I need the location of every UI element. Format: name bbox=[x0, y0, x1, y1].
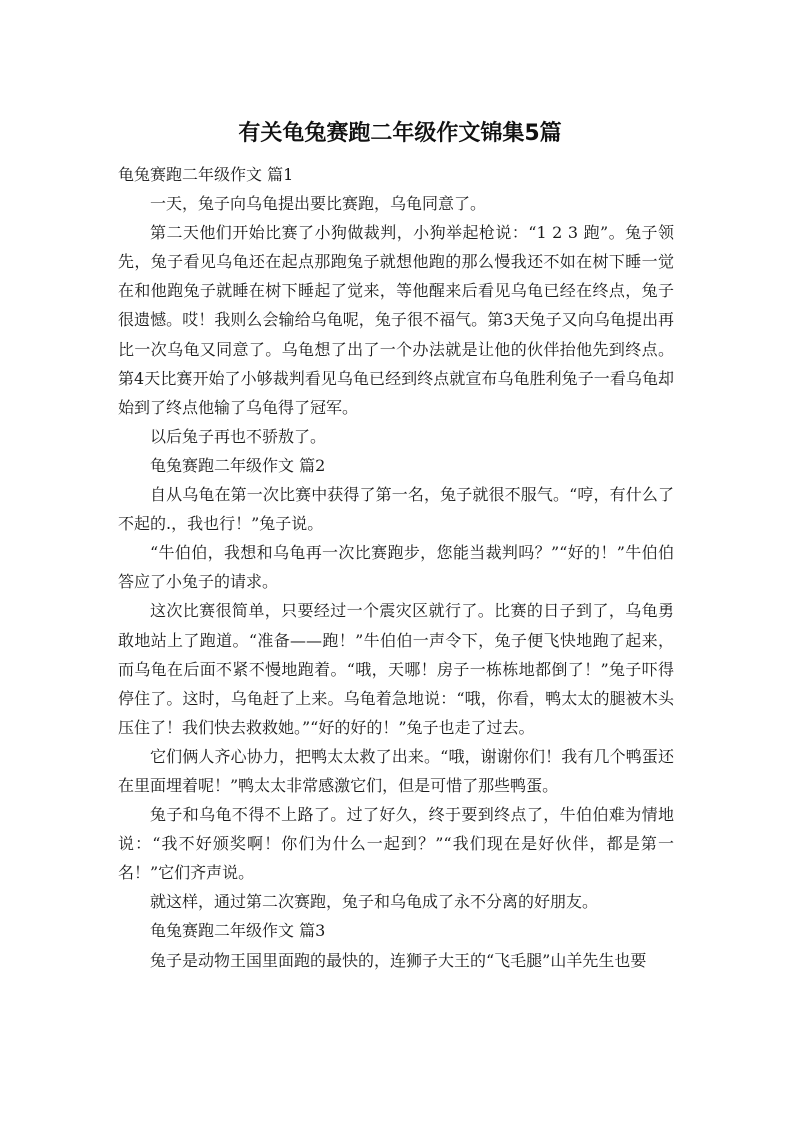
section-heading-2: 龟兔赛跑二年级作文 篇2 bbox=[150, 455, 326, 475]
document-body bbox=[118, 160, 674, 975]
section-heading-3: 龟兔赛跑二年级作文 篇3 bbox=[150, 921, 326, 941]
section-heading-1: 龟兔赛跑二年级作文 篇1 bbox=[118, 165, 294, 184]
paragraph: 兔子和乌龟不得不上路了。过了好久，终于要到终点了，牛伯伯难为情地说：“我不好颁奖啊！你们为什么一起到？”“我们现在是好伙伴，都是第一名！”它们齐声说。 bbox=[118, 805, 674, 883]
paragraph: 它们俩人齐心协力，把鸭太太救了出来。“哦，谢谢你们！我有几个鸭蛋还在里面埋着呢！”鸭太太非常感激它们，但是可惜了那些鸭蛋。 bbox=[118, 746, 674, 795]
paragraph: 这次比赛很简单，只要经过一个震灾区就行了。比赛的日子到了，乌龟勇敢地站上了跑道。“准备——跑！”牛伯伯一声令下，兔子便飞快地跑了起来，而乌龟在后面不紧不慢地跑着。“哦，天哪！房子一栋栋地都倒了！”兔子吓得停住了。这时，乌龟赶了上来。乌龟着急地说：“哦，你看，鸭太太的腿被木头压住了！我们快去救救她。”“好的好的！”兔子也走了过去。 bbox=[118, 601, 674, 737]
document-title: 有关龟兔赛跑二年级作文锦集5篇 bbox=[238, 121, 562, 146]
paragraph: 以后兔子再也不骄敖了。 bbox=[150, 426, 327, 446]
paragraph: 兔子是动物王国里面跑的最快的，连狮子大王的“飞毛腿”山羊先生也要 bbox=[150, 950, 647, 970]
paragraph: 一天，兔子向乌龟提出要比赛跑，乌龟同意了。 bbox=[150, 194, 487, 214]
paragraph: 就这样，通过第二次赛跑，兔子和乌龟成了永不分离的好朋友。 bbox=[150, 892, 599, 912]
paragraph: “牛伯伯，我想和乌龟再一次比赛跑步，您能当裁判吗？”“好的！”牛伯伯答应了小兔子的请求。 bbox=[118, 543, 674, 592]
paragraph: 第二天他们开始比赛了小狗做裁判，小狗举起枪说：“1 2 3 跑”。兔子领先，兔子看见乌龟还在起点那跑兔子就想他跑的那么慢我还不如在树下睡一觉在和他跑兔子就睡在树下睡起了觉来，等他醒来后看见乌龟已经在终点，兔子很遗憾。哎！我则么会输给乌龟呢，兔子很不福气。第3天兔子又向乌龟提出再比一次乌龟又同意了。乌龟想了出了一个办法就是让他的伙伴抬他先到终点。第4天比赛开始了小够裁判看见乌龟已经到终点就宣布乌龟胜利兔子一看乌龟却始到了终点他输了乌龟得了冠军。 bbox=[118, 223, 674, 417]
paragraph: 自从乌龟在第一次比赛中获得了第一名，兔子就很不服气。“哼，有什么了不起的.，我也行！”兔子说。 bbox=[118, 485, 674, 534]
